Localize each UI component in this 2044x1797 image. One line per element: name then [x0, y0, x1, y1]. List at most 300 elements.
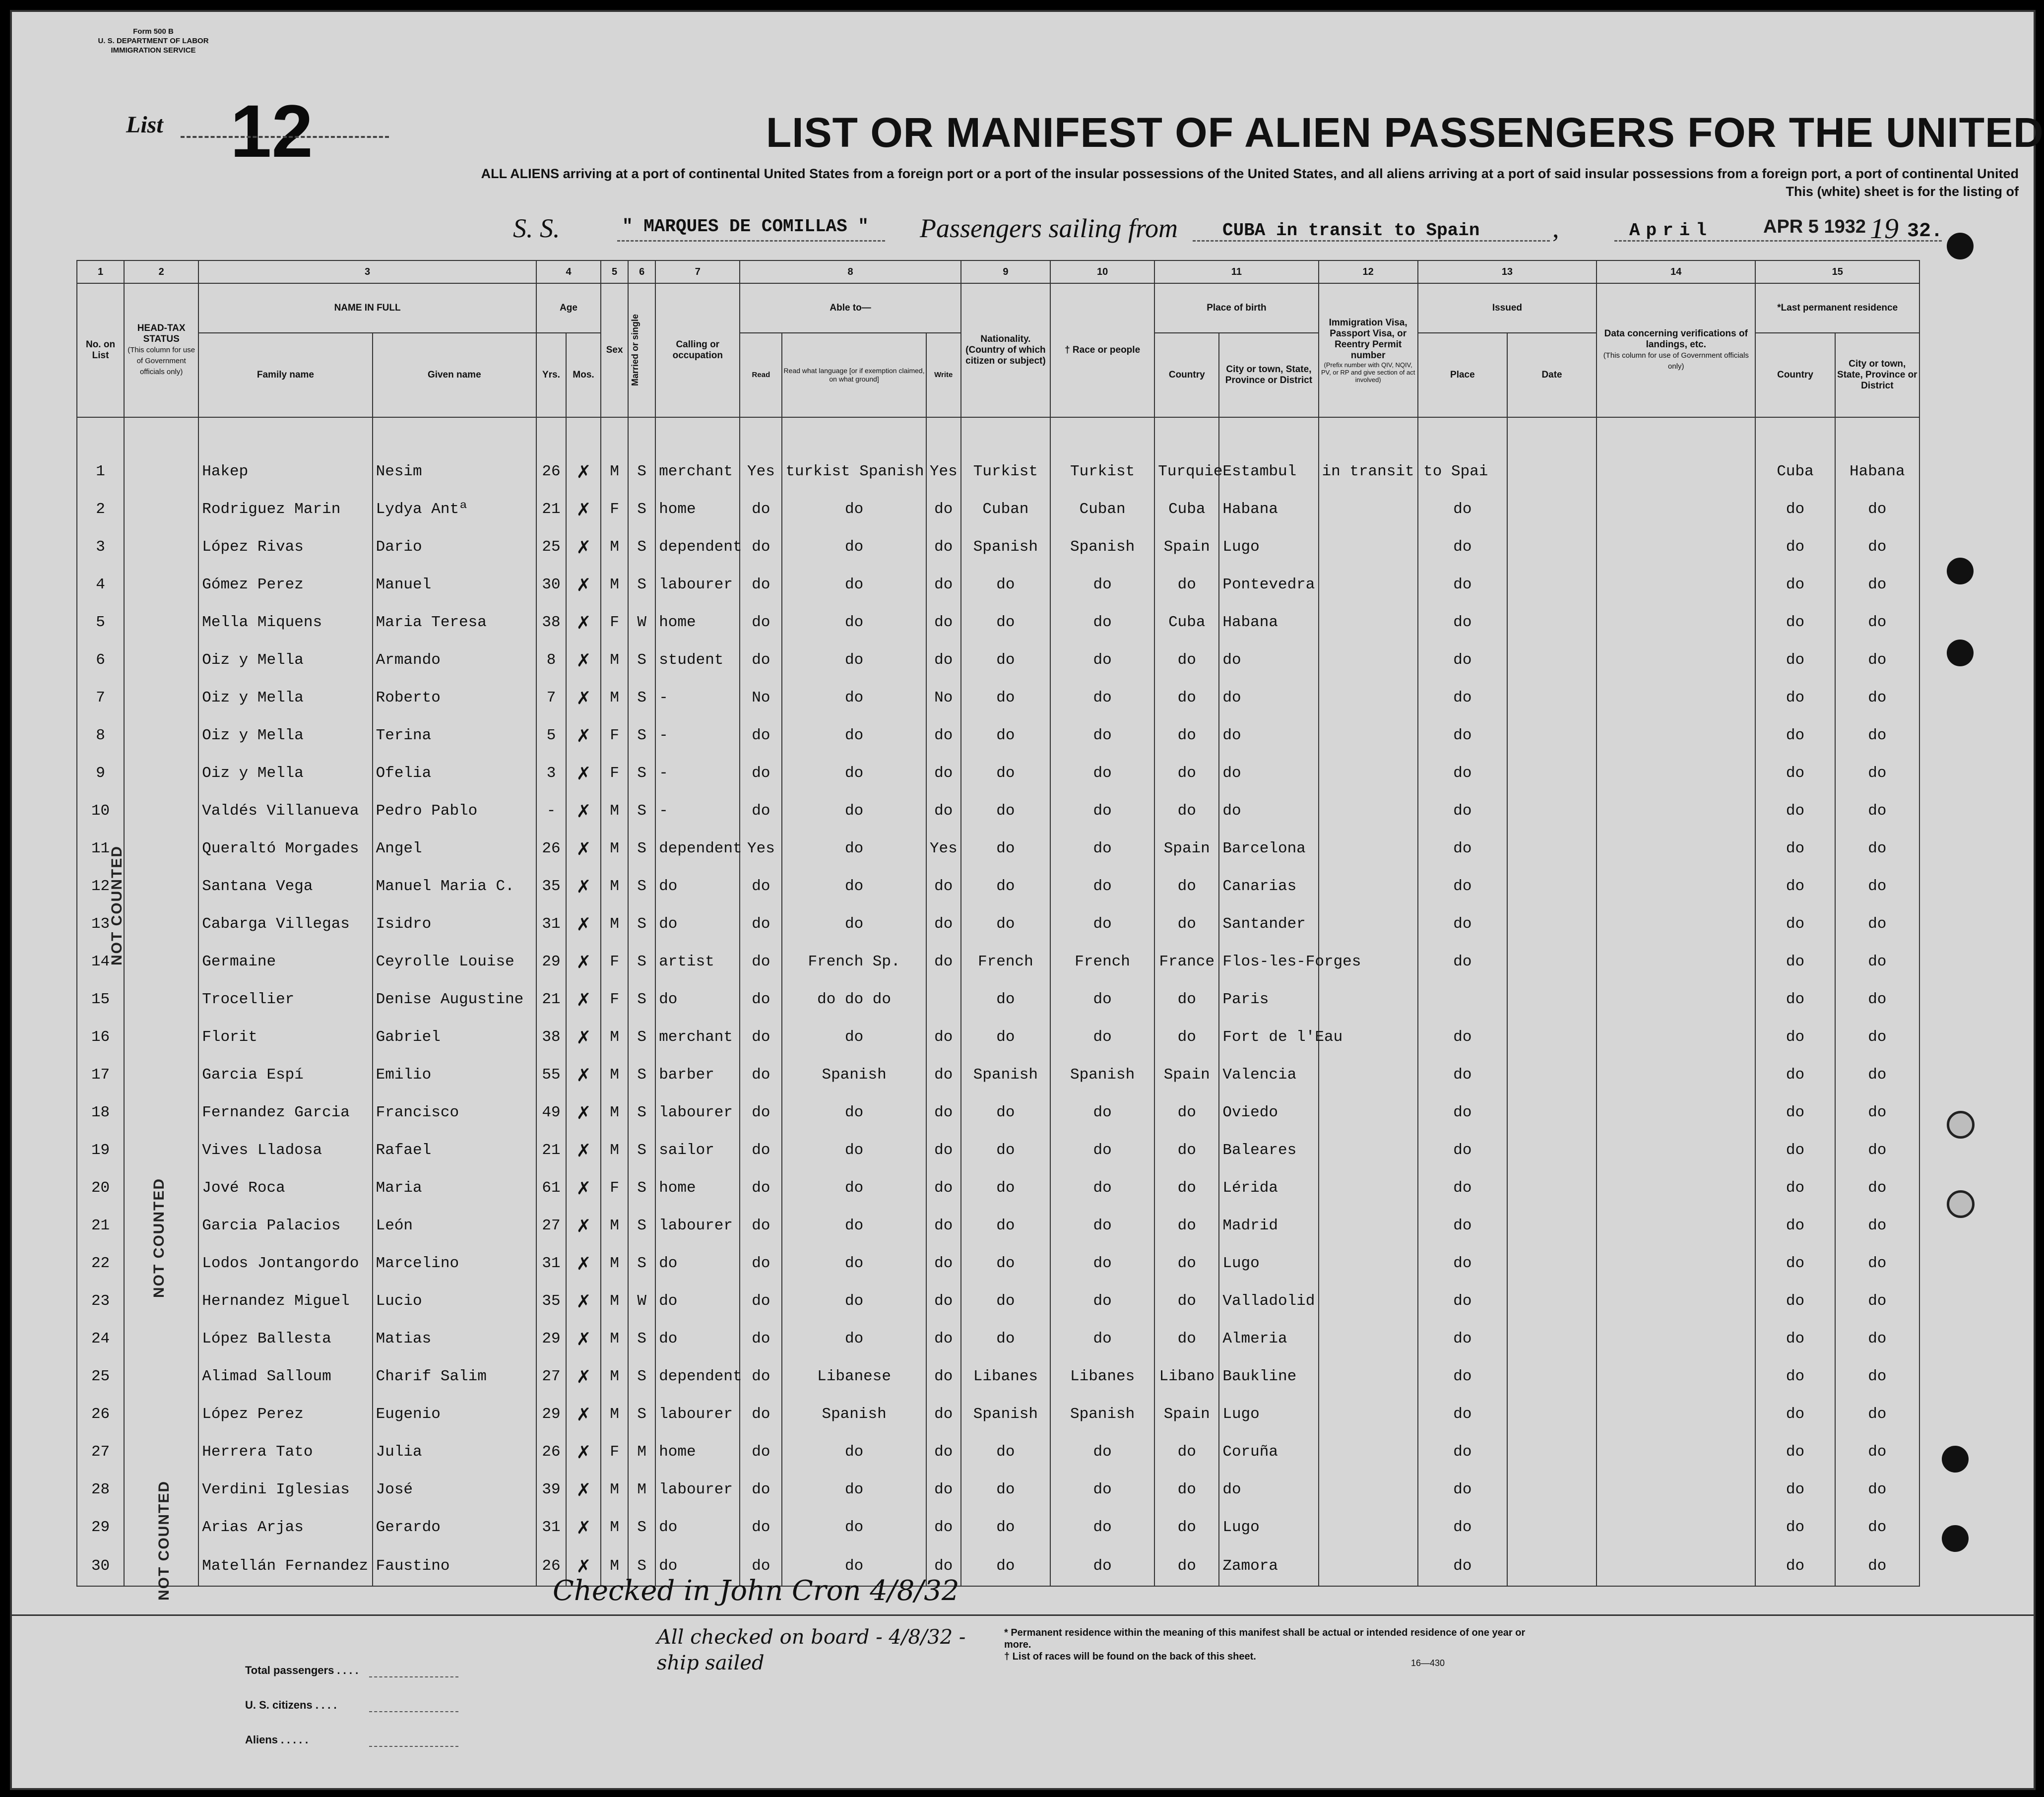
header-issued-place: Place	[1418, 333, 1507, 417]
cell-iplace: do	[1418, 1244, 1507, 1282]
age-months-cross-mark: ✗	[566, 1471, 601, 1508]
cell-race: do	[1050, 1433, 1154, 1471]
cell-occ: labourer	[655, 566, 740, 603]
header-able-to: Able to—	[740, 283, 960, 333]
header-residence: *Last permanent residence	[1755, 283, 1919, 333]
cell-bcity: do	[1219, 792, 1318, 830]
cell-age: 21	[536, 980, 566, 1018]
cell-occ: labourer	[655, 1207, 740, 1244]
cell-bcity: do	[1219, 1471, 1318, 1508]
col-num-7: 7	[655, 260, 740, 283]
punch-hole	[1947, 640, 1974, 666]
cell-rcountry: do	[1755, 1093, 1835, 1131]
age-months-cross-mark: ✗	[566, 528, 601, 566]
cell-age: 5	[536, 716, 566, 754]
cell-bcity: do	[1219, 716, 1318, 754]
cell-write: do	[926, 528, 961, 566]
cell-bcity: Baleares	[1219, 1131, 1318, 1169]
cell-bcountry: do	[1154, 1131, 1219, 1169]
cell-empty	[1597, 1320, 1755, 1357]
header-race: † Race or people	[1050, 283, 1154, 417]
cell-write: do	[926, 603, 961, 641]
cell-iplace: do	[1418, 1546, 1507, 1586]
cell-empty	[124, 603, 198, 641]
footnotes: * Permanent residence within the meaning of this manifest shall be actual or intended residence of one year or more. † List of races will be found on the back of this sheet.	[1004, 1627, 1526, 1662]
cell-empty	[1507, 1471, 1597, 1508]
cell-lang: do	[782, 1433, 926, 1471]
cell-bcountry: Libano	[1154, 1357, 1219, 1395]
cell-rcountry: do	[1755, 1169, 1835, 1207]
cell-rcity: do	[1835, 566, 1919, 603]
cell-empty	[124, 1018, 198, 1056]
cell-lang: do	[782, 566, 926, 603]
cell-ms: S	[628, 1093, 655, 1131]
age-months-cross-mark: ✗	[566, 1546, 601, 1586]
cell-bcountry: do	[1154, 905, 1219, 943]
cell-ms: S	[628, 1131, 655, 1169]
cell-bcountry: do	[1154, 1508, 1219, 1546]
cell-rcity: do	[1835, 943, 1919, 980]
age-months-cross-mark: ✗	[566, 792, 601, 830]
cell-ms: S	[628, 528, 655, 566]
cell-rcity: do	[1835, 490, 1919, 528]
cell-given: Angel	[373, 830, 536, 867]
cell-nat: Turkist	[961, 452, 1050, 490]
cell-occ: home	[655, 1433, 740, 1471]
cell-iplace: do	[1418, 1508, 1507, 1546]
cell-rcountry: do	[1755, 1320, 1835, 1357]
cell-iplace: do	[1418, 490, 1507, 528]
cell-empty	[1507, 1433, 1597, 1471]
cell-rcountry: do	[1755, 1357, 1835, 1395]
cell-read: Yes	[740, 830, 782, 867]
cell-given: Matias	[373, 1320, 536, 1357]
cell-race: Spanish	[1050, 1056, 1154, 1093]
cell-bcountry: do	[1154, 1471, 1219, 1508]
cell-nat: Libanes	[961, 1357, 1050, 1395]
cell-bcity: do	[1219, 641, 1318, 679]
cell-no: 9	[77, 754, 124, 792]
cell-rcity: do	[1835, 1395, 1919, 1433]
cell-empty	[124, 641, 198, 679]
cell-rcountry: Cuba	[1755, 452, 1835, 490]
cell-write: do	[926, 1395, 961, 1433]
cell-iplace: do	[1418, 1018, 1507, 1056]
cell-no: 27	[77, 1433, 124, 1471]
cell-no: 4	[77, 566, 124, 603]
cell-iplace: do	[1418, 1131, 1507, 1169]
cell-iplace: do	[1418, 716, 1507, 754]
col-num-3: 3	[198, 260, 536, 283]
cell-bcountry: do	[1154, 867, 1219, 905]
age-months-cross-mark: ✗	[566, 905, 601, 943]
total-passengers-line	[369, 1676, 458, 1677]
cell-rcountry: do	[1755, 792, 1835, 830]
age-months-cross-mark: ✗	[566, 867, 601, 905]
cell-iplace: do	[1418, 1282, 1507, 1320]
cell-ms: W	[628, 603, 655, 641]
cell-lang: do	[782, 490, 926, 528]
cell-ms: S	[628, 792, 655, 830]
cell-iplace: do	[1418, 905, 1507, 943]
header-issued-date: Date	[1507, 333, 1597, 417]
cell-lang: do	[782, 1131, 926, 1169]
cell-write: do	[926, 754, 961, 792]
age-months-cross-mark: ✗	[566, 1433, 601, 1471]
cell-write	[926, 980, 961, 1018]
cell-race: do	[1050, 1282, 1154, 1320]
cell-iplace: do	[1418, 1093, 1507, 1131]
cell-race: do	[1050, 1244, 1154, 1282]
col-num-6: 6	[628, 260, 655, 283]
cell-ms: S	[628, 1244, 655, 1282]
cell-lang: do	[782, 754, 926, 792]
cell-lang: do	[782, 867, 926, 905]
cell-read: do	[740, 1395, 782, 1433]
table-row	[77, 490, 1919, 528]
cell-iplace	[1418, 980, 1507, 1018]
cell-bcity: Pontevedra	[1219, 566, 1318, 603]
cell-write: No	[926, 679, 961, 716]
cell-empty	[1597, 716, 1755, 754]
cell-family: Oiz y Mella	[198, 716, 372, 754]
cell-lang: do	[782, 1093, 926, 1131]
cell-lang: do	[782, 1207, 926, 1244]
cell-age: 26	[536, 830, 566, 867]
cell-nat: Spanish	[961, 528, 1050, 566]
ss-label: S. S.	[513, 213, 560, 243]
cell-empty	[1507, 528, 1597, 566]
cell-bcity: Almeria	[1219, 1320, 1318, 1357]
cell-given: Manuel	[373, 566, 536, 603]
cell-sex: F	[601, 716, 628, 754]
cell-rcountry: do	[1755, 716, 1835, 754]
cell-read: do	[740, 1169, 782, 1207]
cell-occ: labourer	[655, 1471, 740, 1508]
cell-nat: do	[961, 1244, 1050, 1282]
cell-bcity: Paris	[1219, 980, 1318, 1018]
cell-empty	[124, 943, 198, 980]
cell-empty	[1507, 679, 1597, 716]
cell-age: -	[536, 792, 566, 830]
cell-occ: sailor	[655, 1131, 740, 1169]
cell-rcountry: do	[1755, 1471, 1835, 1508]
cell-nat: do	[961, 754, 1050, 792]
cell-family: Hernandez Miguel	[198, 1282, 372, 1320]
header-sex: Sex	[601, 283, 628, 417]
cell-family: Oiz y Mella	[198, 754, 372, 792]
cell-empty	[1597, 1357, 1755, 1395]
header-visa: Immigration Visa, Passport Visa, or Reentry Permit number (Prefix number with QIV, NQIV, PV, or RP and give section of act involved)	[1319, 283, 1418, 417]
cell-ms: S	[628, 754, 655, 792]
cell-nat: do	[961, 679, 1050, 716]
cell-occ: student	[655, 641, 740, 679]
cell-race: Libanes	[1050, 1357, 1154, 1395]
cell-read: No	[740, 679, 782, 716]
footer-divider	[12, 1614, 2034, 1616]
cell-given: Eugenio	[373, 1395, 536, 1433]
punch-hole-open	[1947, 1190, 1975, 1218]
cell-empty	[1507, 566, 1597, 603]
cell-empty	[1507, 1546, 1597, 1586]
cell-write: do	[926, 1433, 961, 1471]
cell-lang: do	[782, 603, 926, 641]
cell-iplace: do	[1418, 754, 1507, 792]
cell-occ: dependent	[655, 528, 740, 566]
cell-lang: French Sp.	[782, 943, 926, 980]
cell-empty	[1507, 867, 1597, 905]
cell-iplace: do	[1418, 867, 1507, 905]
cell-nat: do	[961, 641, 1050, 679]
cell-nat: do	[961, 1508, 1050, 1546]
list-number: 12	[230, 89, 313, 173]
cell-read: do	[740, 490, 782, 528]
cell-race: do	[1050, 641, 1154, 679]
cell-race: do	[1050, 566, 1154, 603]
cell-rcity: do	[1835, 1357, 1919, 1395]
cell-occ: home	[655, 603, 740, 641]
cell-bcountry: do	[1154, 1320, 1219, 1357]
cell-no: 19	[77, 1131, 124, 1169]
cell-race: Cuban	[1050, 490, 1154, 528]
cell-iplace: do	[1418, 679, 1507, 716]
cell-read: do	[740, 603, 782, 641]
cell-rcountry: do	[1755, 1244, 1835, 1282]
cell-rcity: do	[1835, 1093, 1919, 1131]
cell-rcountry: do	[1755, 1056, 1835, 1093]
cell-visa	[1319, 830, 1418, 867]
cell-given: Francisco	[373, 1093, 536, 1131]
cell-rcity: do	[1835, 1282, 1919, 1320]
cell-nat: do	[961, 1320, 1050, 1357]
cell-sex: M	[601, 1395, 628, 1433]
cell-bcity: Santander	[1219, 905, 1318, 943]
punch-hole	[1947, 233, 1974, 259]
cell-empty	[1597, 980, 1755, 1018]
cell-age: 26	[536, 1546, 566, 1586]
cell-read: do	[740, 716, 782, 754]
header-age: Age	[536, 283, 601, 333]
cell-age: 38	[536, 603, 566, 641]
cell-rcountry: do	[1755, 1207, 1835, 1244]
cell-race: do	[1050, 980, 1154, 1018]
cell-iplace: do	[1418, 566, 1507, 603]
cell-empty	[1507, 1056, 1597, 1093]
cell-empty	[1507, 490, 1597, 528]
cell-visa	[1319, 943, 1418, 980]
cell-sex: F	[601, 1169, 628, 1207]
table-row	[77, 716, 1919, 754]
age-months-cross-mark: ✗	[566, 490, 601, 528]
cell-sex: F	[601, 1433, 628, 1471]
cell-bcity: Valencia	[1219, 1056, 1318, 1093]
cell-family: Cabarga Villegas	[198, 905, 372, 943]
cell-ms: S	[628, 1508, 655, 1546]
cell-nat: do	[961, 1282, 1050, 1320]
punch-hole	[1942, 1446, 1969, 1473]
cell-write: Yes	[926, 830, 961, 867]
cell-visa	[1319, 1357, 1418, 1395]
cell-empty	[124, 490, 198, 528]
cell-age: 26	[536, 1433, 566, 1471]
cell-empty	[1597, 1056, 1755, 1093]
cell-empty	[1507, 1131, 1597, 1169]
cell-empty	[1507, 452, 1597, 490]
cell-rcountry: do	[1755, 1433, 1835, 1471]
header-married: Married or single	[628, 283, 655, 417]
cell-sex: F	[601, 754, 628, 792]
cell-race: do	[1050, 716, 1154, 754]
cell-visa	[1319, 1471, 1418, 1508]
age-months-cross-mark: ✗	[566, 1395, 601, 1433]
age-months-cross-mark: ✗	[566, 452, 601, 490]
cell-read: do	[740, 1093, 782, 1131]
cell-bcountry: France	[1154, 943, 1219, 980]
cell-visa	[1319, 1546, 1418, 1586]
cell-empty	[1507, 1508, 1597, 1546]
cell-family: Jové Roca	[198, 1169, 372, 1207]
cell-bcity: Lérida	[1219, 1169, 1318, 1207]
header-given-name: Given name	[373, 333, 536, 417]
cell-bcity: Valladolid	[1219, 1282, 1318, 1320]
cell-write: do	[926, 1207, 961, 1244]
age-months-cross-mark: ✗	[566, 943, 601, 980]
cell-visa	[1319, 1320, 1418, 1357]
cell-bcity: Baukline	[1219, 1357, 1318, 1395]
cell-empty	[1507, 1093, 1597, 1131]
table-row	[77, 1131, 1919, 1169]
cell-age: 39	[536, 1471, 566, 1508]
cell-iplace: do	[1418, 1169, 1507, 1207]
punch-hole	[1947, 558, 1974, 584]
cell-no: 15	[77, 980, 124, 1018]
cell-visa	[1319, 867, 1418, 905]
cell-empty	[124, 1320, 198, 1357]
cell-lang: do	[782, 830, 926, 867]
cell-read: Yes	[740, 452, 782, 490]
cell-ms: S	[628, 679, 655, 716]
cell-no: 22	[77, 1244, 124, 1282]
cell-ms: W	[628, 1282, 655, 1320]
cell-rcountry: do	[1755, 754, 1835, 792]
cell-race: do	[1050, 1471, 1154, 1508]
cell-sex: M	[601, 1282, 628, 1320]
col-num-8: 8	[740, 260, 960, 283]
cell-write: do	[926, 1357, 961, 1395]
cell-nat: do	[961, 1433, 1050, 1471]
cell-no: 5	[77, 603, 124, 641]
cell-read: do	[740, 528, 782, 566]
cell-bcity: Canarias	[1219, 867, 1318, 905]
cell-rcountry: do	[1755, 1131, 1835, 1169]
cell-empty	[1507, 1320, 1597, 1357]
cell-bcountry: do	[1154, 566, 1219, 603]
cell-empty	[1507, 1169, 1597, 1207]
cell-empty	[1597, 490, 1755, 528]
cell-empty	[1507, 1357, 1597, 1395]
cell-family: Herrera Tato	[198, 1433, 372, 1471]
cell-no: 18	[77, 1093, 124, 1131]
cell-bcity: Fort de l'Eau	[1219, 1018, 1318, 1056]
cell-write: do	[926, 943, 961, 980]
signature-annotation: All checked on board - 4/8/32 - ship sailed	[657, 1626, 966, 1674]
cell-given: León	[373, 1207, 536, 1244]
cell-rcountry: do	[1755, 528, 1835, 566]
cell-sex: M	[601, 566, 628, 603]
header-no-on-list: No. on List	[77, 283, 124, 417]
age-months-cross-mark: ✗	[566, 1093, 601, 1131]
cell-given: Isidro	[373, 905, 536, 943]
cell-rcity: do	[1835, 830, 1919, 867]
header-mos: Mos.	[566, 333, 601, 417]
cell-given: Dario	[373, 528, 536, 566]
cell-ms: S	[628, 980, 655, 1018]
cell-ms: S	[628, 1357, 655, 1395]
cell-rcity: do	[1835, 1320, 1919, 1357]
cell-ms: S	[628, 1546, 655, 1586]
cell-no: 6	[77, 641, 124, 679]
cell-given: José	[373, 1471, 536, 1508]
cell-age: 29	[536, 943, 566, 980]
cell-bcountry: Spain	[1154, 830, 1219, 867]
cell-given: Denise Augustine	[373, 980, 536, 1018]
cell-rcity: do	[1835, 603, 1919, 641]
table-row	[77, 1169, 1919, 1207]
cell-race: do	[1050, 830, 1154, 867]
cell-race: do	[1050, 867, 1154, 905]
cell-rcountry: do	[1755, 679, 1835, 716]
col-num-14: 14	[1597, 260, 1755, 283]
cell-lang: do	[782, 1508, 926, 1546]
cell-sex: M	[601, 792, 628, 830]
cell-read: do	[740, 1131, 782, 1169]
cell-bcountry: do	[1154, 1244, 1219, 1282]
cell-family: Hakep	[198, 452, 372, 490]
cell-empty	[1597, 754, 1755, 792]
cell-ms: S	[628, 1395, 655, 1433]
cell-rcountry: do	[1755, 943, 1835, 980]
cell-empty	[1597, 452, 1755, 490]
table-row	[77, 1320, 1919, 1357]
cell-bcountry: do	[1154, 792, 1219, 830]
cell-iplace: do	[1418, 1320, 1507, 1357]
cell-bcity: Lugo	[1219, 1395, 1318, 1433]
cell-given: Terina	[373, 716, 536, 754]
cell-bcity: do	[1219, 679, 1318, 716]
cell-given: Gerardo	[373, 1508, 536, 1546]
cell-empty	[1507, 1395, 1597, 1433]
cell-family: López Rivas	[198, 528, 372, 566]
cell-read: do	[740, 943, 782, 980]
cell-given: Charif Salim	[373, 1357, 536, 1395]
cell-family: Fernandez Garcia	[198, 1093, 372, 1131]
cell-bcountry: do	[1154, 716, 1219, 754]
cell-empty	[124, 980, 198, 1018]
cell-occ: do	[655, 980, 740, 1018]
cell-occ: do	[655, 1320, 740, 1357]
cell-family: Arias Arjas	[198, 1508, 372, 1546]
aliens-line	[369, 1746, 458, 1747]
cell-ms: S	[628, 1169, 655, 1207]
cell-rcity: do	[1835, 641, 1919, 679]
cell-occ: merchant	[655, 452, 740, 490]
cell-given: Julia	[373, 1433, 536, 1471]
cell-bcountry: Cuba	[1154, 490, 1219, 528]
cell-read: do	[740, 1244, 782, 1282]
cell-iplace: do	[1418, 528, 1507, 566]
cell-visa	[1319, 490, 1418, 528]
table-row	[77, 1508, 1919, 1546]
